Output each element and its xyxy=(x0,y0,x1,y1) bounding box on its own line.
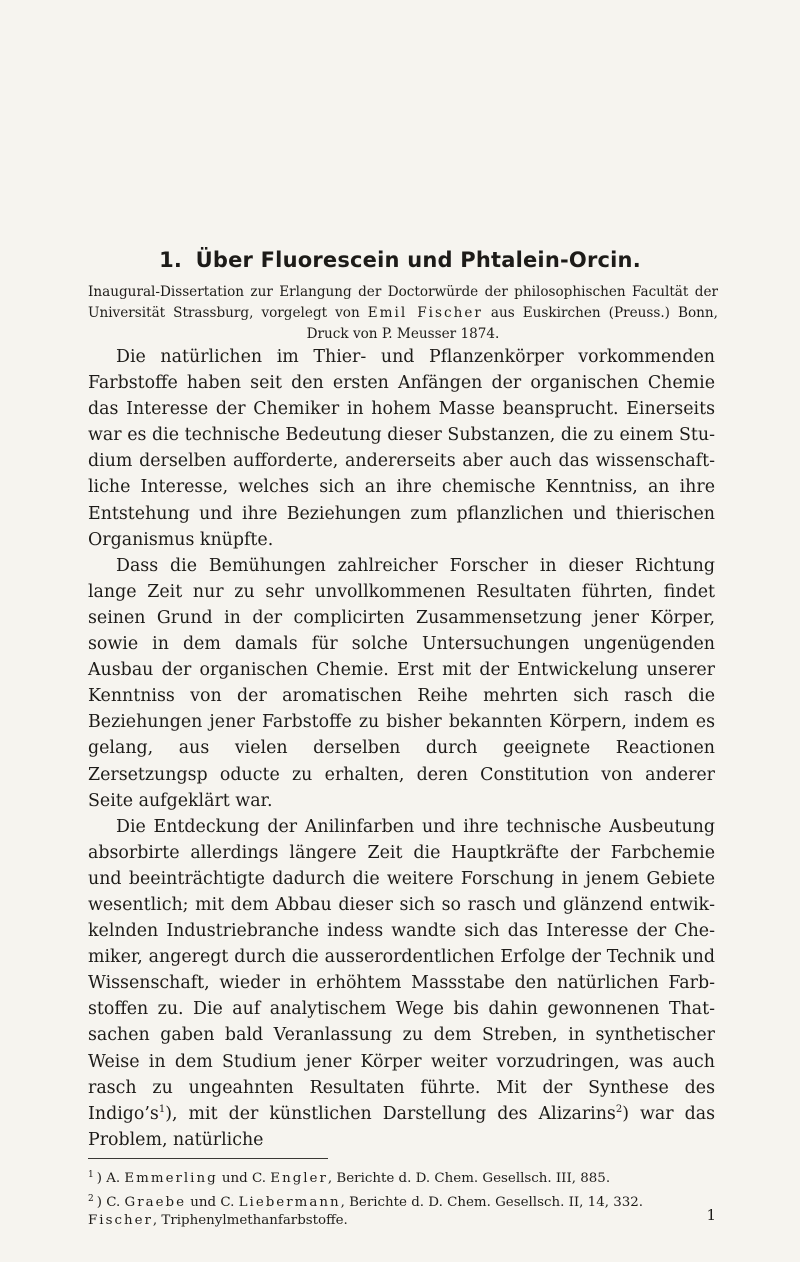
chapter-heading xyxy=(40,248,760,272)
body-text xyxy=(88,344,715,1153)
page-footer xyxy=(88,1206,716,1230)
footnote-reference: , Berichte d. D. Chem. Gesellsch. III, 885. xyxy=(327,1171,611,1186)
footer-book-title: , Triphenylmethanfarbstoffe. xyxy=(152,1213,348,1228)
paragraph-3-end: ) war das Problem, natürliche xyxy=(88,1103,716,1150)
footnote-mark: 2 xyxy=(88,1194,94,1204)
footnote-divider xyxy=(88,1158,328,1159)
footnote-2 xyxy=(88,1189,716,1213)
paragraph-1: Die natürlichen im Thier- und Pflanzenkörper vorkommenden Farbstoffe haben seit den ersten Anfängen der organischen Chemie das Interesse der Chemiker in hohem Masse beansprucht. Einerseits war es die technische Bedeutung dieser Substanzen, die zu einem Studium derselben aufforderte, andererseits aber auch das wissenschaftliche Interesse, welches sich an ihre chemische Kenntniss, an ihre Entstehung und ihre Beziehungen zum pflanzlichen und thierischen Organismus knüpfte. xyxy=(88,347,715,550)
footnote-text: und C. xyxy=(186,1195,239,1210)
footnotes xyxy=(88,1165,716,1213)
page-number: 1 xyxy=(706,1206,716,1224)
footer-author: Fischer xyxy=(88,1213,153,1228)
dissertation-citation xyxy=(88,282,718,345)
chapter-title: Über Fluorescein und Phtalein-Orcin. xyxy=(195,248,641,272)
citation-line-1: Inaugural-Dissertation zur Erlangung der Doctorwürde der philosophischen Facultät xyxy=(88,284,689,300)
footnote-text: und C. xyxy=(217,1171,271,1186)
footnote-ref-1: 1 xyxy=(158,1103,166,1115)
paragraph-3 xyxy=(88,814,715,1153)
footnote-author: Graebe xyxy=(124,1195,187,1210)
citation-line-3: Bonn, Druck von P. Meusser 1874. xyxy=(306,305,719,342)
paragraph-2: Dass die Bemühungen zahlreicher Forscher in dieser Richtung lange Zeit nur zu sehr unvollkommenen Resultaten führten, findet seinen Grund in der complicirten Zusammensetzung jener Körper, sowie in dem damals für solche Untersuchungen ungenügenden Ausbau der organischen Chemie. Erst mit der Entwickelung unserer Kenntniss von der aromatischen Reihe mehrten sich rasch die Beziehungen jener Farbstoffe zu bisher bekannten Körpern, indem es gelang, aus vielen derselben durch geeignete Reactionen Zersetzungsp oducte zu erhalten, deren Constitution von anderer Seite aufgeklärt war. xyxy=(88,555,715,811)
footnote-text: ) C. xyxy=(96,1195,125,1210)
citation-line-2-suffix: aus Euskirchen (Preuss.) xyxy=(482,305,670,321)
footnote-text: ) A. xyxy=(96,1171,125,1186)
footnote-ref-2: 2 xyxy=(615,1103,623,1115)
footnote-reference: , Berichte d. D. Chem. Gesellsch. II, 14, 332. xyxy=(340,1195,644,1210)
footnote-mark: 1 xyxy=(88,1170,94,1180)
citation-author: Emil Fischer xyxy=(367,305,483,321)
footnote-author: Emmerling xyxy=(124,1171,218,1186)
paragraph-3-start: Die Entdeckung der Anilinfarben und ihre technische Ausbeutung absorbirte allerdings längere Zeit die Hauptkräfte der Farbchemie und beeinträchtigte dadurch die weitere Forschung in jenem Gebiete wesentlich; mit dem Abbau dieser sich so rasch und glänzend entwikkelnden Industriebranche indess wandte sich das Interesse der Chemiker, angeregt durch die ausserordentlichen Erfolge der Technik und Wissenschaft, wieder in erhöhtem Massstabe den natürlichen Farbstoffen zu. Die auf analytischem Wege bis dahin gewonnenen Thatsachen gaben bald Veranlassung zu dem Streben, in synthetischer Weise in dem Studium jener Körper weiter vorzudringen, was auch rasch zu ungeahnten Resultaten führte. Mit der Synthese des Indigo’s xyxy=(88,816,715,1124)
footnote-1 xyxy=(88,1165,716,1189)
footnote-author: Liebermann xyxy=(238,1195,341,1210)
paragraph-3-mid: ), mit der künstlichen Darstellung des Alizarins xyxy=(165,1103,616,1124)
citation-line-2-prefix: der Universität Strassburg, vorgelegt von xyxy=(88,284,718,321)
footnote-author: Engler xyxy=(270,1171,328,1186)
chapter-number: 1. xyxy=(159,248,183,272)
